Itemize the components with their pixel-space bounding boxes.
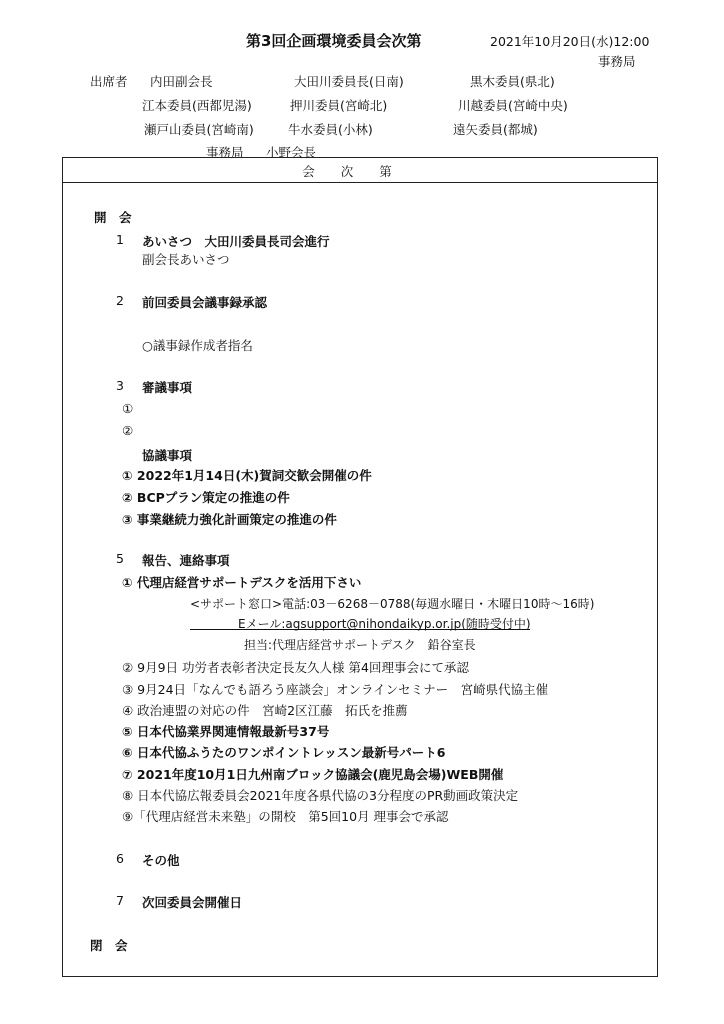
attendee: 江本委員(西都児湯) <box>142 98 252 113</box>
item-number: 5 <box>116 551 124 566</box>
item-title-minutes: 前回委員会議事録承認 <box>142 295 268 310</box>
consultation-heading: 協議事項 <box>142 448 193 463</box>
secretariat-name: 小野会長 <box>266 145 317 160</box>
report-item: ③ 9月24日「なんでも語ろう座談会」オンラインセミナー 宮崎県代協主催 <box>122 682 549 697</box>
consultation-item: ① 2022年1月14日(木)賀詞交歓会開催の件 <box>122 468 372 483</box>
agenda-header <box>63 158 657 183</box>
attendee: 内田副会長 <box>150 74 213 89</box>
agenda-heading: 会次第 <box>302 164 418 179</box>
item-number: 6 <box>116 851 124 866</box>
opening-label: 開 会 <box>94 210 132 225</box>
report-item: ② 9月9日 功労者表彰者決定長友久人様 第4回理事会にて承認 <box>122 660 469 675</box>
office-label: 事務局 <box>598 54 636 69</box>
secretariat-label: 事務局 <box>206 145 244 160</box>
consultation-item: ② BCPプラン策定の推進の件 <box>122 490 290 505</box>
report-item: ⑤ 日本代協業界関連情報最新号37号 <box>122 724 330 739</box>
blank-mark: ② <box>122 423 134 438</box>
attendee: 瀬戸山委員(宮崎南) <box>144 122 254 137</box>
report-item: ⑦ 2021年度10月1日九州南ブロック協議会(鹿児島会場)WEB開催 <box>122 767 504 782</box>
item-number: 1 <box>116 232 124 247</box>
email-note: (随時受付中) <box>461 617 531 631</box>
item-title-reports: 報告、連絡事項 <box>142 553 230 568</box>
greeting-line: 副会長あいさつ <box>142 252 230 267</box>
report-item: ⑨「代理店経営未来塾」の開校 第5回10月 理事会で承認 <box>122 809 449 824</box>
report-item: ⑥ 日本代協ふうたのワンポイントレッスン最新号パート6 <box>122 745 446 760</box>
blank-mark: ① <box>122 401 134 416</box>
email-link[interactable]: agsupport@nihondaikyp.or.jp <box>285 617 462 631</box>
email-label: Eメール: <box>238 617 286 631</box>
email-underline <box>190 629 530 630</box>
item-number: 3 <box>116 378 124 393</box>
minutes-line: ○議事録作成者指名 <box>142 338 253 353</box>
meeting-date: 2021年10月20日(水)12:00 <box>490 34 650 49</box>
attendee: 押川委員(宮崎北) <box>290 98 388 113</box>
consultation-item: ③ 事業継続力強化計画策定の推進の件 <box>122 512 337 527</box>
attendee: 川越委員(宮崎中央) <box>458 98 568 113</box>
document-title: 第3回企画環境委員会次第 <box>246 32 422 50</box>
report-item: ④ 政治連盟の対応の件 宮崎2区江藤 拓氏を推薦 <box>122 703 408 718</box>
closing-label: 閉 会 <box>90 938 128 953</box>
attendee-label: 出席者 <box>90 74 128 89</box>
item-number: 2 <box>116 293 124 308</box>
item-title-next-meeting: 次回委員会開催日 <box>142 895 243 910</box>
attendee: 牛水委員(小林) <box>288 122 373 137</box>
report-item: ① 代理店経営サポートデスクを活用下さい <box>122 575 362 590</box>
item-number: 7 <box>116 893 124 908</box>
support-person: 担当:代理店経営サポートデスク 鉛谷室長 <box>244 638 476 652</box>
report-item: ⑧ 日本代協広報委員会2021年度各県代協の3分程度のPR動画政策決定 <box>122 788 519 803</box>
attendee: 黒木委員(県北) <box>470 74 555 89</box>
support-contact: <サポート窓口>電話:03－6268－0788(毎週水曜日・木曜日10時～16時) <box>190 597 595 611</box>
attendee: 遠矢委員(都城) <box>453 122 538 137</box>
attendee: 大田川委員長(日南) <box>294 74 404 89</box>
item-title-other: その他 <box>142 853 180 868</box>
item-title-deliberation: 審議事項 <box>142 380 193 395</box>
item-title-greeting: あいさつ 大田川委員長司会進行 <box>142 234 330 249</box>
